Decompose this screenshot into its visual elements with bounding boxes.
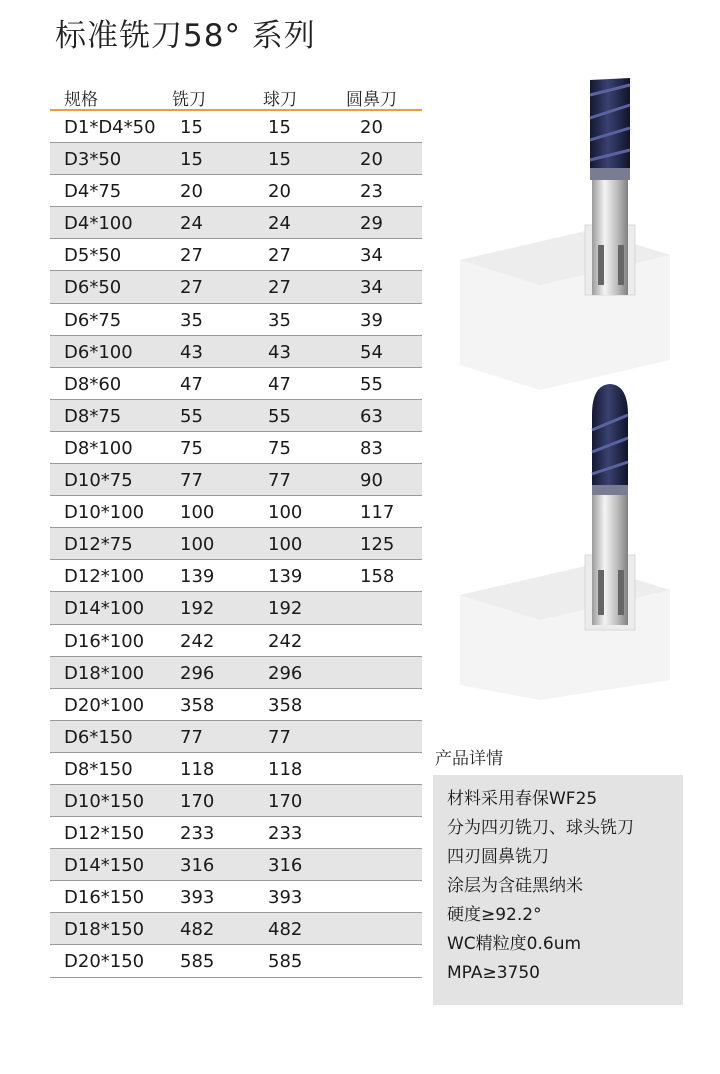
cell-flat-mill: 15: [180, 117, 203, 138]
cell-spec: D8*75: [64, 405, 122, 427]
cell-spec: D10*150: [64, 790, 145, 812]
cell-ball-mill: 77: [268, 726, 291, 748]
table-row: [50, 239, 422, 271]
cell-spec: D12*150: [64, 823, 145, 845]
cell-corner-radius-mill: 29: [360, 213, 383, 235]
table-body: [50, 111, 422, 978]
table-row: [50, 207, 422, 239]
cell-ball-mill: 296: [268, 662, 303, 684]
table-row: [50, 175, 422, 207]
flat-end-mill-image: [440, 60, 680, 390]
cell-ball-mill: 585: [268, 951, 303, 973]
table-row: [50, 464, 422, 496]
cell-spec: D6*100: [64, 341, 133, 363]
page-title: 标准铣刀58° 系列: [55, 18, 316, 54]
header-flat-mill: 铣刀: [172, 90, 206, 110]
cell-ball-mill: 316: [268, 855, 303, 877]
details-box: [433, 775, 683, 1005]
cell-ball-mill: 358: [268, 694, 303, 716]
cell-flat-mill: 296: [180, 662, 215, 684]
cell-flat-mill: 358: [180, 694, 215, 716]
details-line: 涂层为含硅黑纳米: [447, 876, 583, 896]
table-row: [50, 432, 422, 464]
cell-spec: D14*150: [64, 855, 145, 877]
table-row: [50, 721, 422, 753]
cell-flat-mill: 77: [180, 726, 203, 748]
table-row: [50, 400, 422, 432]
cell-flat-mill: 316: [180, 855, 215, 877]
table-row: [50, 592, 422, 624]
cell-corner-radius-mill: 55: [360, 373, 383, 395]
cell-flat-mill: 55: [180, 405, 203, 427]
cell-ball-mill: 77: [268, 470, 291, 492]
cell-flat-mill: 77: [180, 470, 203, 492]
cell-flat-mill: 233: [180, 823, 215, 845]
cell-corner-radius-mill: 20: [360, 149, 383, 171]
details-line: 材料采用春保WF25: [447, 789, 598, 809]
table-row: [50, 368, 422, 400]
cell-spec: D14*100: [64, 598, 145, 620]
details-line: 四刃圆鼻铣刀: [447, 847, 549, 867]
cell-flat-mill: 482: [180, 919, 215, 941]
cell-spec: D12*75: [64, 534, 133, 556]
cell-flat-mill: 20: [180, 181, 203, 203]
cell-ball-mill: 43: [268, 341, 291, 363]
cell-flat-mill: 27: [180, 277, 203, 299]
cell-spec: D20*150: [64, 951, 145, 973]
cell-ball-mill: 100: [268, 534, 303, 556]
table-row: [50, 913, 422, 945]
cell-spec: D18*150: [64, 919, 145, 941]
table-row: [50, 336, 422, 368]
cell-corner-radius-mill: 23: [360, 181, 383, 203]
table-row: [50, 881, 422, 913]
cell-corner-radius-mill: 20: [360, 117, 383, 138]
cell-corner-radius-mill: 125: [360, 534, 395, 556]
cell-corner-radius-mill: 90: [360, 470, 383, 492]
cell-flat-mill: 35: [180, 309, 203, 331]
cell-ball-mill: 100: [268, 502, 303, 524]
cell-spec: D20*100: [64, 694, 145, 716]
table-row: [50, 657, 422, 689]
cell-ball-mill: 170: [268, 790, 303, 812]
cell-corner-radius-mill: 63: [360, 405, 383, 427]
table-row: [50, 528, 422, 560]
cell-spec: D10*100: [64, 502, 145, 524]
cell-flat-mill: 585: [180, 951, 215, 973]
cell-ball-mill: 118: [268, 758, 303, 780]
cell-ball-mill: 24: [268, 213, 291, 235]
table-row: [50, 689, 422, 721]
cell-spec: D5*50: [64, 245, 122, 267]
cell-spec: D10*75: [64, 470, 133, 492]
cell-spec: D4*75: [64, 181, 122, 203]
details-line: WC精粒度0.6um: [447, 934, 582, 954]
cell-spec: D6*50: [64, 277, 122, 299]
header-spec: 规格: [64, 90, 98, 110]
cell-corner-radius-mill: 83: [360, 437, 383, 459]
table-row: [50, 849, 422, 881]
cell-corner-radius-mill: 54: [360, 341, 383, 363]
table-row: [50, 785, 422, 817]
price-table: [50, 83, 422, 978]
table-row: [50, 143, 422, 175]
header-ball-mill: 球刀: [263, 90, 297, 110]
table-row: [50, 817, 422, 849]
table-row: [50, 271, 422, 303]
table-header: [50, 83, 422, 111]
cell-spec: D8*100: [64, 437, 133, 459]
cell-corner-radius-mill: 39: [360, 309, 383, 331]
cell-spec: D6*75: [64, 309, 122, 331]
cell-flat-mill: 170: [180, 790, 215, 812]
cell-ball-mill: 47: [268, 373, 291, 395]
cell-flat-mill: 192: [180, 598, 215, 620]
cell-ball-mill: 233: [268, 823, 303, 845]
cell-spec: D16*100: [64, 630, 145, 652]
cell-flat-mill: 15: [180, 149, 203, 171]
cell-ball-mill: 15: [268, 117, 291, 138]
cell-ball-mill: 139: [268, 566, 303, 588]
details-line: 分为四刃铣刀、球头铣刀: [447, 818, 634, 838]
cell-flat-mill: 43: [180, 341, 203, 363]
cell-flat-mill: 118: [180, 758, 215, 780]
cell-spec: D18*100: [64, 662, 145, 684]
cell-ball-mill: 27: [268, 245, 291, 267]
cell-corner-radius-mill: 34: [360, 277, 383, 299]
ball-end-mill-image: [440, 370, 680, 700]
cell-spec: D6*150: [64, 726, 133, 748]
header-corner-radius-mill: 圆鼻刀: [346, 90, 397, 110]
table-row: [50, 304, 422, 336]
cell-spec: D8*150: [64, 758, 133, 780]
cell-spec: D4*100: [64, 213, 133, 235]
cell-spec: D3*50: [64, 149, 122, 171]
cell-ball-mill: 482: [268, 919, 303, 941]
details-line: 硬度≥92.2°: [447, 905, 542, 925]
cell-spec: D1*D4*50: [64, 117, 156, 138]
cell-ball-mill: 242: [268, 630, 303, 652]
cell-ball-mill: 393: [268, 887, 303, 909]
table-row: [50, 111, 422, 143]
cell-spec: D16*150: [64, 887, 145, 909]
cell-corner-radius-mill: 158: [360, 566, 395, 588]
cell-ball-mill: 75: [268, 437, 291, 459]
table-row: [50, 945, 422, 977]
cell-ball-mill: 35: [268, 309, 291, 331]
cell-ball-mill: 20: [268, 181, 291, 203]
cell-flat-mill: 75: [180, 437, 203, 459]
cell-spec: D12*100: [64, 566, 145, 588]
cell-corner-radius-mill: 34: [360, 245, 383, 267]
cell-ball-mill: 192: [268, 598, 303, 620]
cell-ball-mill: 55: [268, 405, 291, 427]
cell-flat-mill: 24: [180, 213, 203, 235]
cell-flat-mill: 100: [180, 502, 215, 524]
cell-ball-mill: 15: [268, 149, 291, 171]
cell-ball-mill: 27: [268, 277, 291, 299]
table-row: [50, 753, 422, 785]
cell-flat-mill: 100: [180, 534, 215, 556]
table-row: [50, 560, 422, 592]
cell-flat-mill: 242: [180, 630, 215, 652]
cell-flat-mill: 27: [180, 245, 203, 267]
cell-spec: D8*60: [64, 373, 122, 395]
cell-flat-mill: 139: [180, 566, 215, 588]
cell-flat-mill: 393: [180, 887, 215, 909]
cell-flat-mill: 47: [180, 373, 203, 395]
table-row: [50, 496, 422, 528]
table-row: [50, 625, 422, 657]
details-line: MPA≥3750: [447, 963, 540, 983]
details-title: 产品详情: [435, 749, 503, 769]
cell-corner-radius-mill: 117: [360, 502, 395, 524]
